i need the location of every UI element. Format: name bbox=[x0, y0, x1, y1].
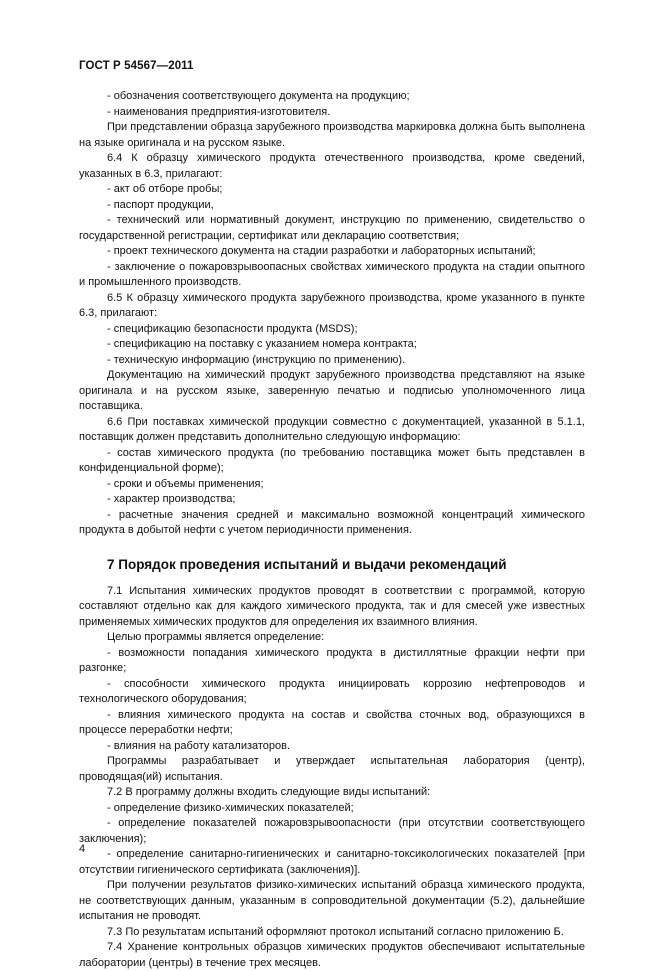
paragraph: - расчетные значения средней и максимально возможной концентраций химического продукта в добытой нефти с учетом периодичности применения. bbox=[79, 508, 585, 536]
paragraph: - определение физико-химических показателей; bbox=[107, 801, 354, 814]
paragraph: - спецификацию на поставку с указанием номера контракта; bbox=[107, 338, 417, 350]
paragraph: 7.3 По результатам испытаний оформляют протокол испытаний согласно приложению Б. bbox=[107, 925, 564, 938]
paragraph: - влияния на работу катализаторов. bbox=[107, 739, 291, 752]
paragraph: - акт об отборе пробы; bbox=[107, 183, 223, 195]
paragraph: - сроки и объемы применения; bbox=[107, 477, 264, 490]
paragraph: Программы разрабатывает и утверждает испытательная лаборатория (центр), проводящая(ий) испытания. bbox=[79, 755, 585, 783]
paragraph: - технический или нормативный документ, инструкцию по применению, свидетельство о государственной регистрации, сертификат или декларацию соответствия; bbox=[79, 214, 585, 242]
paragraph: При представлении образца зарубежного производства маркировка должна быть выполнена на языке оригинала и на русском языке. bbox=[79, 121, 585, 149]
paragraph: - состав химического продукта (по требованию поставщика может быть представлен в конфиденциальной форме); bbox=[79, 446, 585, 474]
paragraph: 6.5 К образцу химического продукта зарубежного производства, кроме указанного в пункте 6.3, прилагают: bbox=[79, 291, 585, 319]
paragraph: - влияния химического продукта на состав и свойства сточных вод, образующихся в процессе переработки нефти; bbox=[79, 708, 585, 736]
document-body bbox=[79, 89, 585, 971]
paragraph: - заключение о пожаровзрывоопасных свойствах химического продукта на стадии опытного и промышленного производств. bbox=[79, 260, 585, 288]
document-header: ГОСТ Р 54567—2011 bbox=[79, 60, 194, 72]
paragraph: 6.4 К образцу химического продукта отечественного производства, кроме сведений, указанных в 6.3, прилагают: bbox=[79, 152, 585, 180]
page-number: 4 bbox=[79, 843, 86, 855]
paragraph: 7.4 Хранение контрольных образцов химических продуктов обеспечивают испытательные лаборатории (центры) в течение трех месяцев. bbox=[79, 941, 585, 969]
paragraph: - спецификацию безопасности продукта (MSDS); bbox=[107, 322, 358, 335]
paragraph: - характер производства; bbox=[107, 493, 236, 505]
paragraph: 6.6 При поставках химической продукции совместно с документацией, указанной в 5.1.1, поставщик должен представить дополнительно следующую информацию: bbox=[79, 415, 585, 443]
paragraph: Документацию на химический продукт зарубежного производства представляют на языке оригинала и на русском языке, заверенную печатью и подписью уполномоченного лица поставщика. bbox=[79, 369, 585, 412]
paragraph: - наименования предприятия-изготовителя. bbox=[107, 105, 331, 118]
paragraph: При получении результатов физико-химических испытаний образца химического продукта, не соответствующих данным, указанным в сопроводительной документации (5.2), дальнейшие испытания не проводят. bbox=[79, 879, 585, 922]
paragraph: Целью программы является определение: bbox=[107, 631, 325, 643]
paragraph: - обозначения соответствующего документа на продукцию; bbox=[107, 90, 410, 102]
paragraph: - определение санитарно-гигиенических и санитарно-токсикологических показателей [при отсутствии гигиенического сертификата (заключения)]. bbox=[79, 848, 585, 876]
paragraph: - проект технического документа на стадии разработки и лабораторных испытаний; bbox=[107, 245, 536, 257]
paragraph: - возможности попадания химического продукта в дистиллятные фракции нефти при разгонке; bbox=[79, 646, 585, 674]
paragraph: 7.2 В программу должны входить следующие виды испытаний: bbox=[107, 786, 431, 798]
section-heading: 7 Порядок проведения испытаний и выдачи рекомендаций bbox=[107, 556, 507, 572]
paragraph: - паспорт продукции, bbox=[107, 198, 214, 211]
paragraph: - определение показателей пожаровзрывоопасности (при отсутствии соответствующего заключения); bbox=[79, 817, 585, 845]
paragraph: - способности химического продукта инициировать коррозию нефтепроводов и технологического оборудования; bbox=[79, 677, 585, 705]
paragraph: - техническую информацию (инструкцию по применению). bbox=[107, 353, 406, 366]
paragraph: 7.1 Испытания химических продуктов проводят в соответствии с программой, которую составляют отдельно как для каждого химического продукта, так и для смесей уже известных применяемых химических продуктов для определения их взаимного влияния. bbox=[79, 584, 585, 628]
